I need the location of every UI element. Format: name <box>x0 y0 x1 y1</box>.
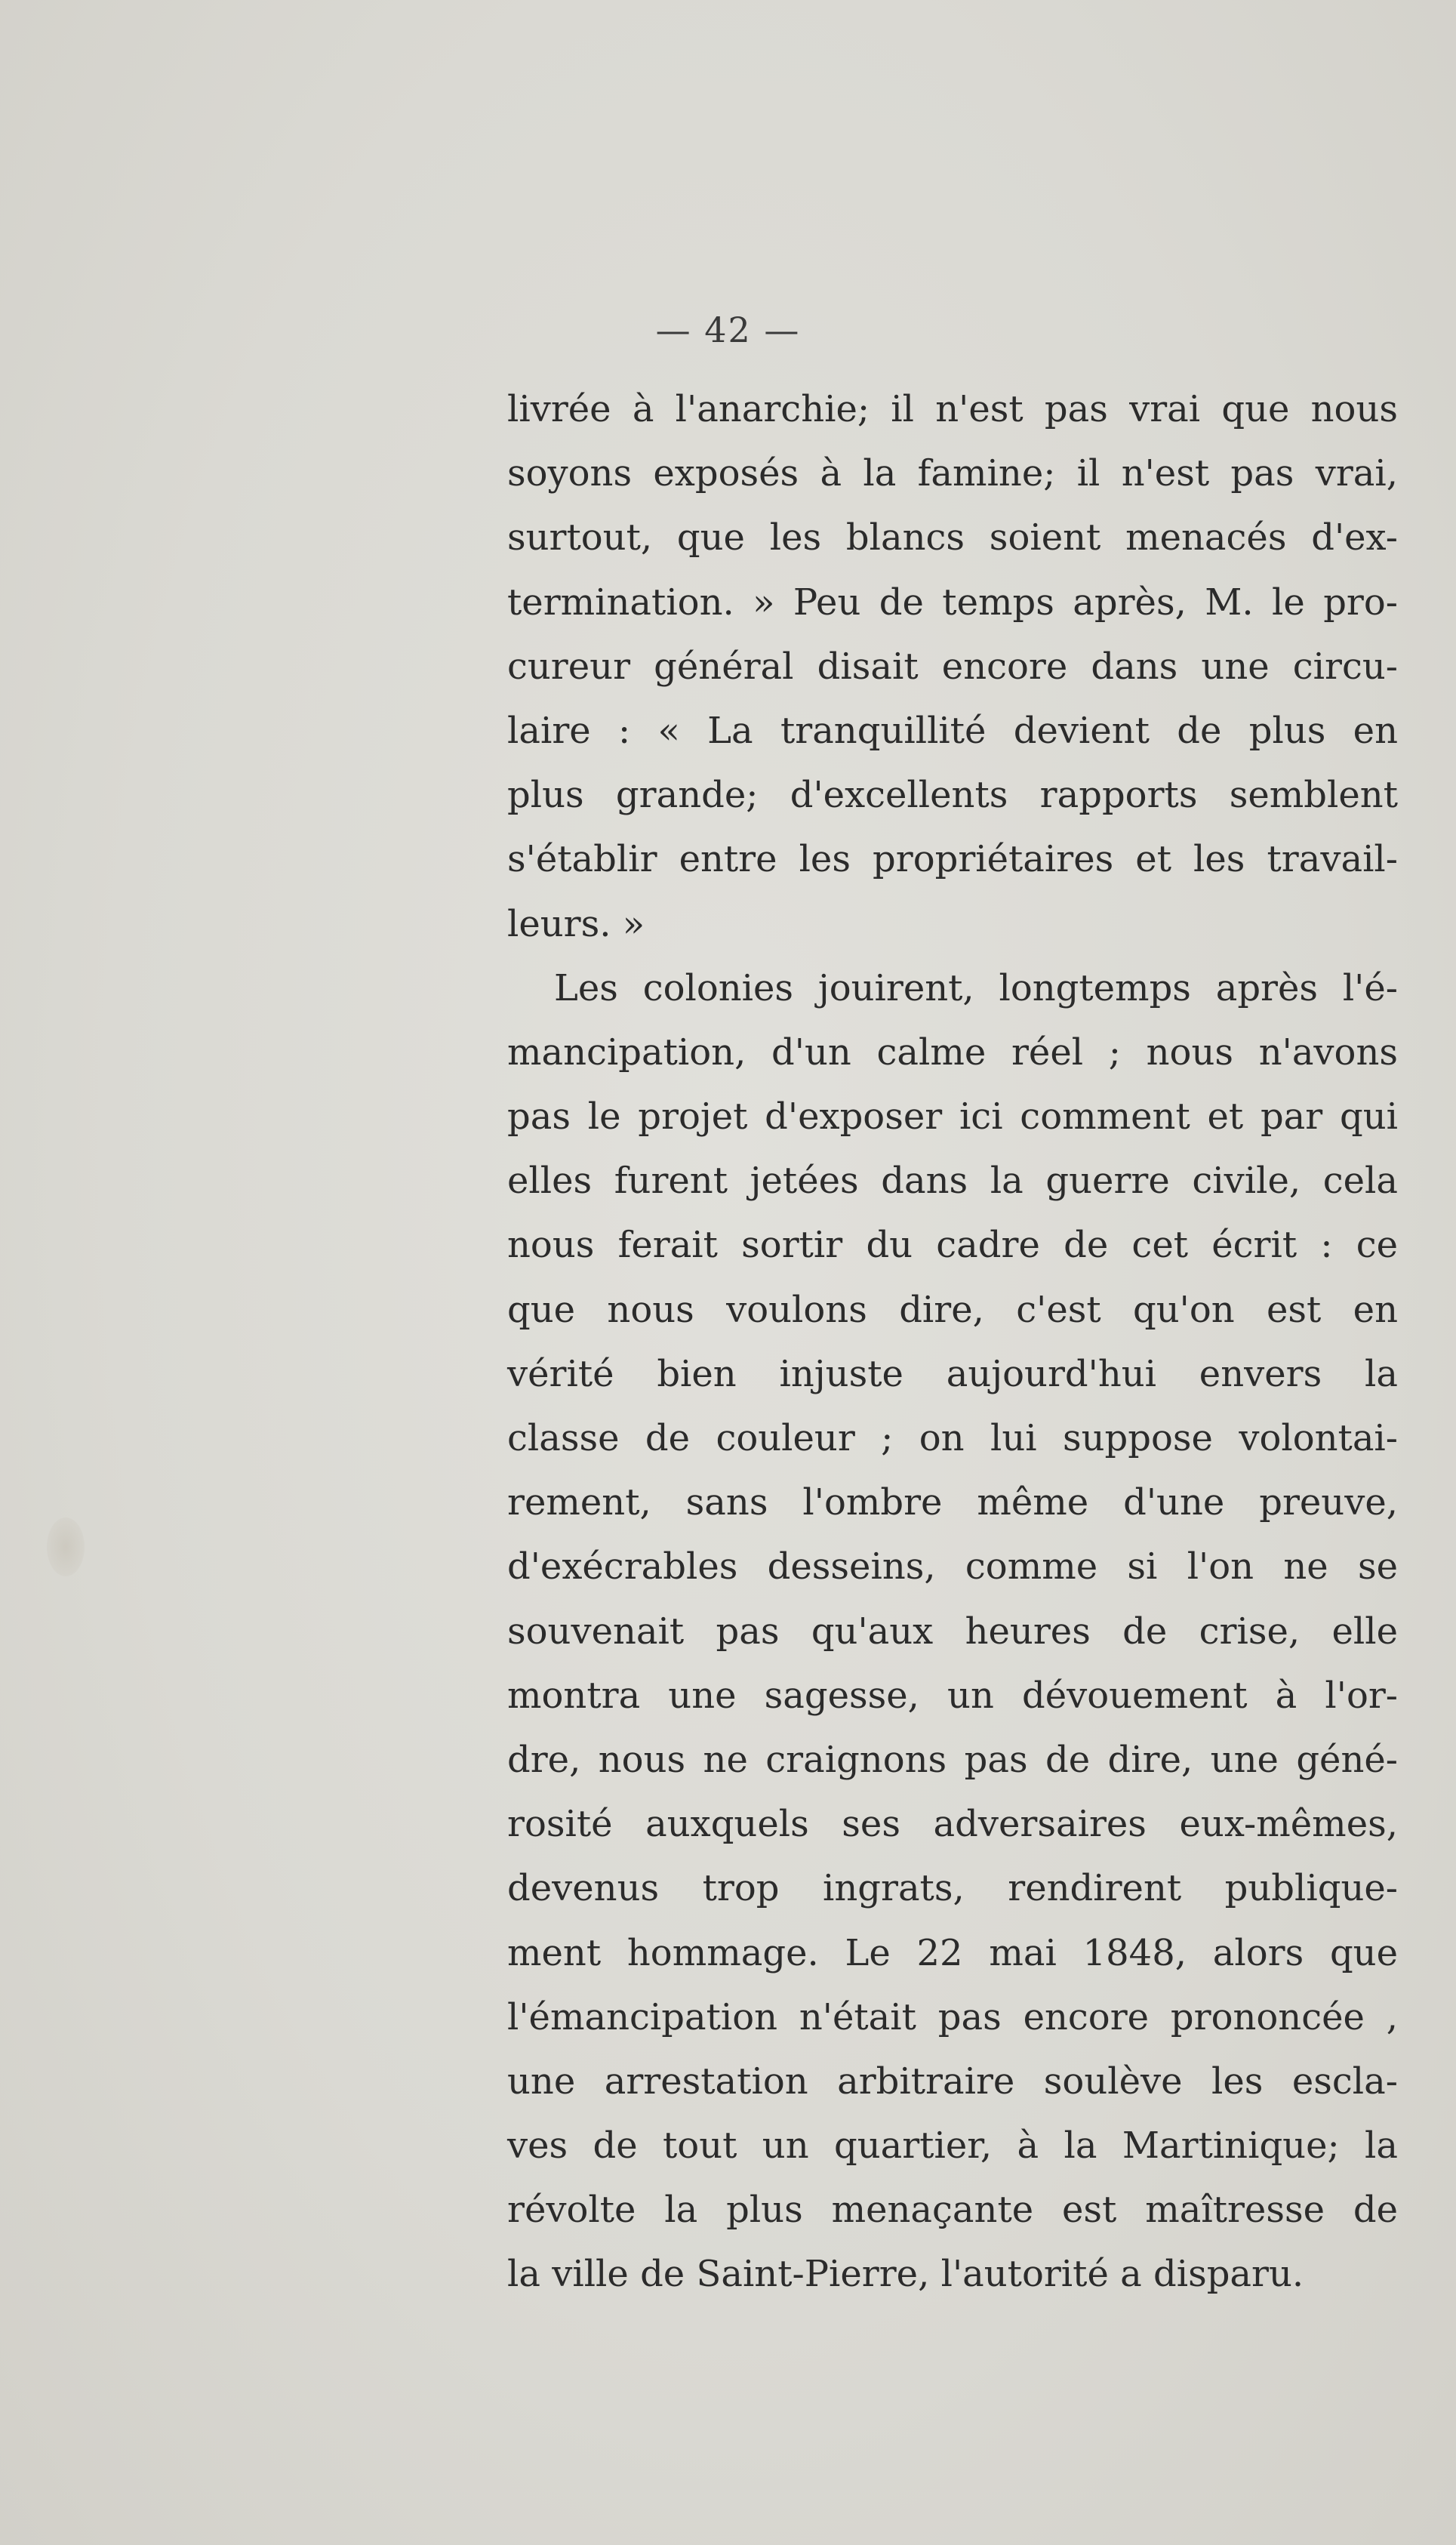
text-line: mancipation, d'un calme réel ; nous n'avons <box>507 1031 1398 1074</box>
text-line: livrée à l'anarchie; il n'est pas vrai que nous <box>507 388 1398 430</box>
text-line: une arrestation arbitraire soulève les escla- <box>507 2060 1398 2103</box>
text-line: plus grande; d'excellents rapports semblent <box>507 774 1398 817</box>
text-line: surtout, que les blancs soient menacés d'ex- <box>507 516 1398 559</box>
text-line: vérité bien injuste aujourd'hui envers la <box>507 1352 1398 1395</box>
text-line: cureur général disait encore dans une circu- <box>507 645 1398 688</box>
paragraph-start-line: Les colonies jouirent, longtemps après l'é- <box>554 966 1398 1009</box>
text-line: ment hommage. Le 22 mai 1848, alors que <box>507 1931 1398 1974</box>
text-line: laire : « La tranquillité devient de plus en <box>507 709 1398 752</box>
text-line: nous ferait sortir du cadre de cet écrit : ce <box>507 1224 1398 1267</box>
text-line: l'émancipation n'était pas encore prononcée , <box>507 1995 1398 2038</box>
text-line: elles furent jetées dans la guerre civile, cela <box>507 1160 1398 1203</box>
text-line: rosité auxquels ses adversaires eux-mêmes, <box>507 1803 1398 1846</box>
text-line: montra une sagesse, un dévouement à l'or- <box>507 1674 1398 1717</box>
text-line: rement, sans l'ombre même d'une preuve, <box>507 1481 1398 1524</box>
text-line: pas le projet d'exposer ici comment et par qui <box>507 1095 1398 1138</box>
text-line: souvenait pas qu'aux heures de crise, elle <box>507 1610 1398 1653</box>
text-line: termination. » Peu de temps après, M. le pro- <box>507 581 1398 624</box>
text-line: révolte la plus menaçante est maîtresse de <box>507 2189 1398 2232</box>
text-line: la ville de Saint-Pierre, l'autorité a disparu. <box>507 2253 1304 2296</box>
body-text <box>507 377 1398 2307</box>
text-line: que nous voulons dire, c'est qu'on est en <box>507 1288 1398 1331</box>
page-number: — 42 — <box>655 310 801 350</box>
text-line: soyons exposés à la famine; il n'est pas vrai, <box>507 452 1398 495</box>
text-line: devenus trop ingrats, rendirent publique- <box>507 1867 1398 1910</box>
text-line: d'exécrables desseins, comme si l'on ne se <box>507 1545 1398 1588</box>
text-line: classe de couleur ; on lui suppose volontai- <box>507 1417 1398 1459</box>
text-line: ves de tout un quartier, à la Martinique; la <box>507 2124 1398 2168</box>
text-line: dre, nous ne craignons pas de dire, une géné- <box>507 1738 1398 1781</box>
paper-stain <box>47 1517 85 1576</box>
text-line: s'établir entre les propriétaires et les travail- <box>507 838 1398 881</box>
text-line: leurs. » <box>507 902 645 945</box>
